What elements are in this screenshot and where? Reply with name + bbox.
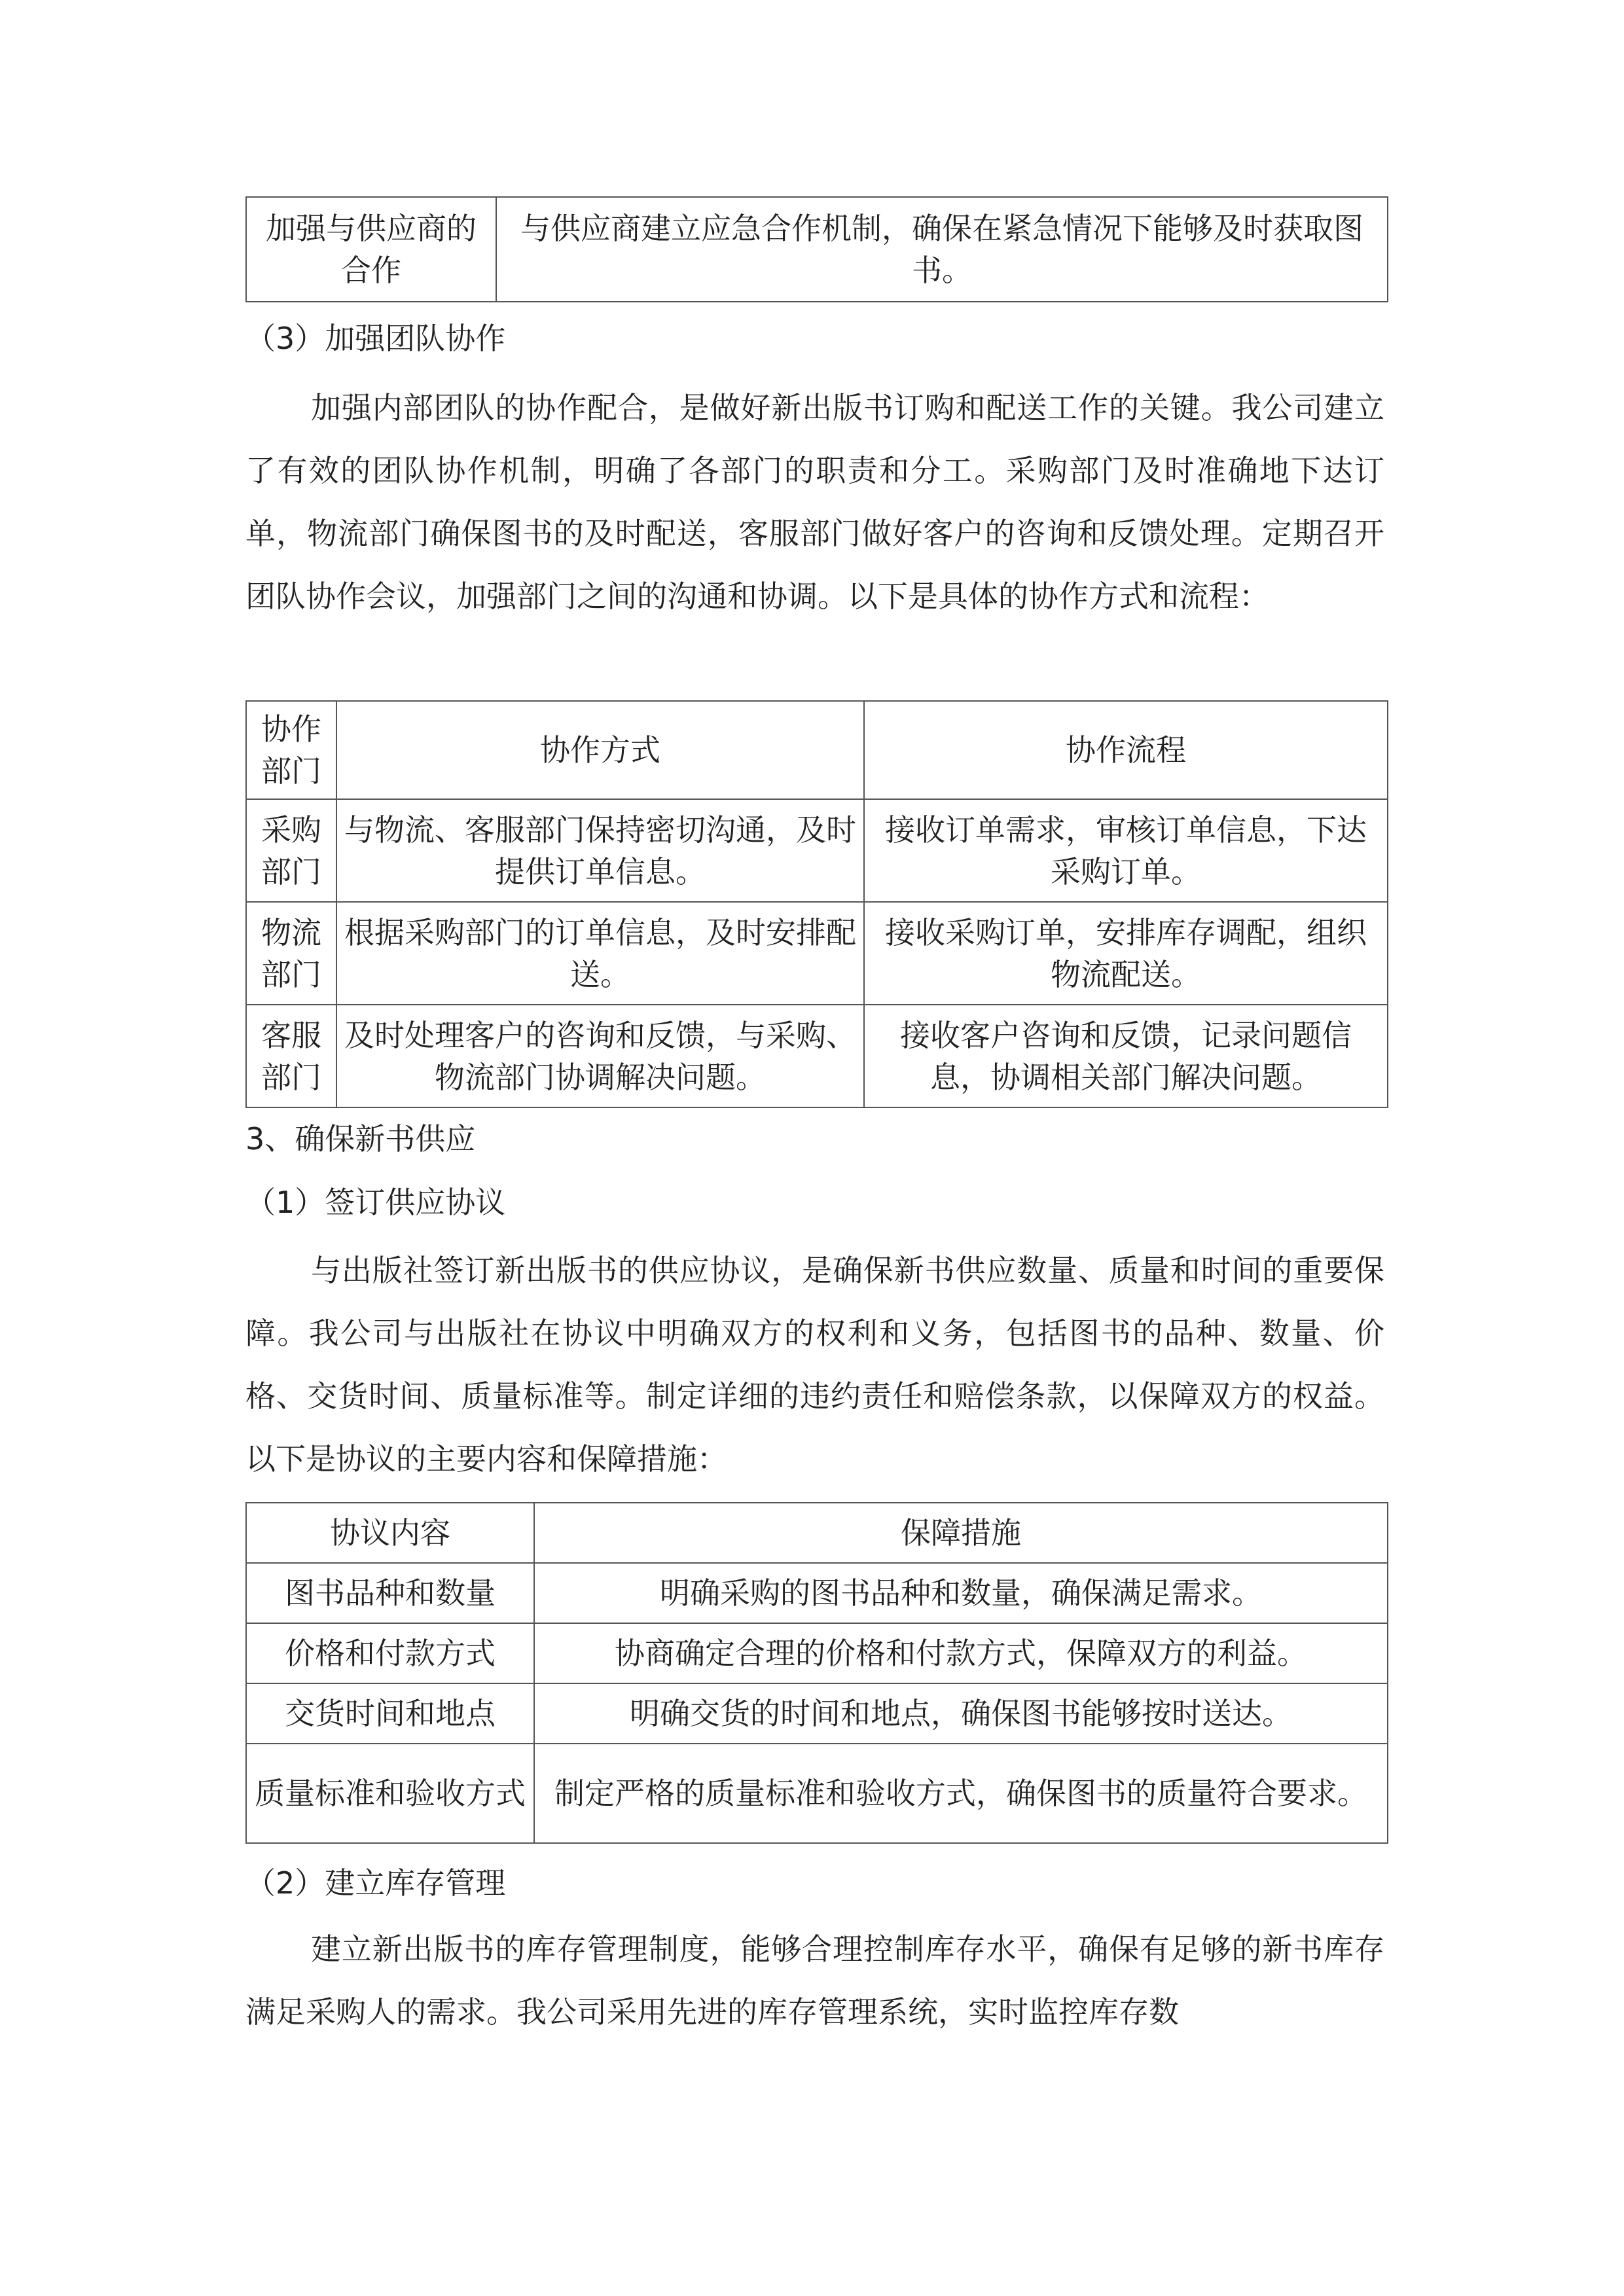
table-row bbox=[246, 1683, 1388, 1744]
table-cell: 价格和付款方式 bbox=[246, 1623, 534, 1683]
table-cell: 及时处理客户的咨询和反馈，与采购、物流部门协调解决问题。 bbox=[336, 1005, 864, 1107]
table-cell: 明确采购的图书品种和数量，确保满足需求。 bbox=[534, 1563, 1388, 1623]
section-heading: （2）建立库存管理 bbox=[245, 1865, 506, 1901]
table-header-row bbox=[246, 701, 1388, 799]
inventory-paragraph: 建立新出版书的库存管理制度，能够合理控制库存水平，确保有足够的新书库存满足采购人的需求。我公司采用先进的库存管理系统，实时监控库存数 bbox=[245, 1931, 1384, 2030]
table-cell: 交货时间和地点 bbox=[246, 1683, 534, 1744]
table-cell: 与物流、客服部门保持密切沟通，及时提供订单信息。 bbox=[336, 799, 864, 902]
table-header-row bbox=[246, 1503, 1388, 1563]
section-heading: 3、确保新书供应 bbox=[245, 1121, 476, 1157]
table-cell: 协商确定合理的价格和付款方式，保障双方的利益。 bbox=[534, 1623, 1388, 1683]
table-row bbox=[246, 197, 1388, 302]
table-cell: 接收订单需求，审核订单信息，下达采购订单。 bbox=[864, 799, 1388, 902]
table-cell: 与供应商建立应急合作机制，确保在紧急情况下能够及时获取图书。 bbox=[496, 197, 1388, 302]
table-row bbox=[246, 1623, 1388, 1683]
table-row bbox=[246, 902, 1388, 1005]
column-header: 协作流程 bbox=[864, 701, 1388, 799]
table-cell: 制定严格的质量标准和验收方式，确保图书的质量符合要求。 bbox=[534, 1744, 1388, 1843]
agreement-table bbox=[245, 1502, 1388, 1844]
section-heading: （3）加强团队协作 bbox=[245, 321, 506, 356]
team-paragraph: 加强内部团队的协作配合，是做好新出版书订购和配送工作的关键。我公司建立了有效的团队协作机制，明确了各部门的职责和分工。采购部门及时准确地下达订单，物流部门确保图书的及时配送，客服部门做好客户的咨询和反馈处理。定期召开团队协作会议，加强部门之间的沟通和协调。以下是具体的协作方式和流程： bbox=[245, 390, 1384, 614]
table-cell: 客服部门 bbox=[246, 1005, 336, 1107]
agreement-paragraph: 与出版社签订新出版书的供应协议，是确保新书供应数量、质量和时间的重要保障。我公司与出版社在协议中明确双方的权利和义务，包括图书的品种、数量、价格、交货时间、质量标准等。制定详细的违约责任和赔偿条款，以保障双方的权益。以下是协议的主要内容和保障措施： bbox=[245, 1253, 1384, 1477]
column-header: 协议内容 bbox=[246, 1503, 534, 1563]
team-collaboration-table bbox=[245, 700, 1388, 1108]
table-cell: 根据采购部门的订单信息，及时安排配送。 bbox=[336, 902, 864, 1005]
table-cell: 物流部门 bbox=[246, 902, 336, 1005]
section-heading: （1）签订供应协议 bbox=[245, 1185, 506, 1220]
table-row bbox=[246, 1744, 1388, 1843]
table-cell: 采购部门 bbox=[246, 799, 336, 902]
column-header: 保障措施 bbox=[534, 1503, 1388, 1563]
column-header: 协作部门 bbox=[246, 701, 336, 799]
supplier-cooperation-table bbox=[245, 196, 1388, 302]
table-row bbox=[246, 1563, 1388, 1623]
table-cell: 加强与供应商的合作 bbox=[246, 197, 496, 302]
table-cell: 图书品种和数量 bbox=[246, 1563, 534, 1623]
table-cell: 接收客户咨询和反馈，记录问题信息，协调相关部门解决问题。 bbox=[864, 1005, 1388, 1107]
table-cell: 质量标准和验收方式 bbox=[246, 1744, 534, 1843]
column-header: 协作方式 bbox=[336, 701, 864, 799]
table-cell: 接收采购订单，安排库存调配，组织物流配送。 bbox=[864, 902, 1388, 1005]
table-row bbox=[246, 799, 1388, 902]
table-row bbox=[246, 1005, 1388, 1107]
table-cell: 明确交货的时间和地点，确保图书能够按时送达。 bbox=[534, 1683, 1388, 1744]
